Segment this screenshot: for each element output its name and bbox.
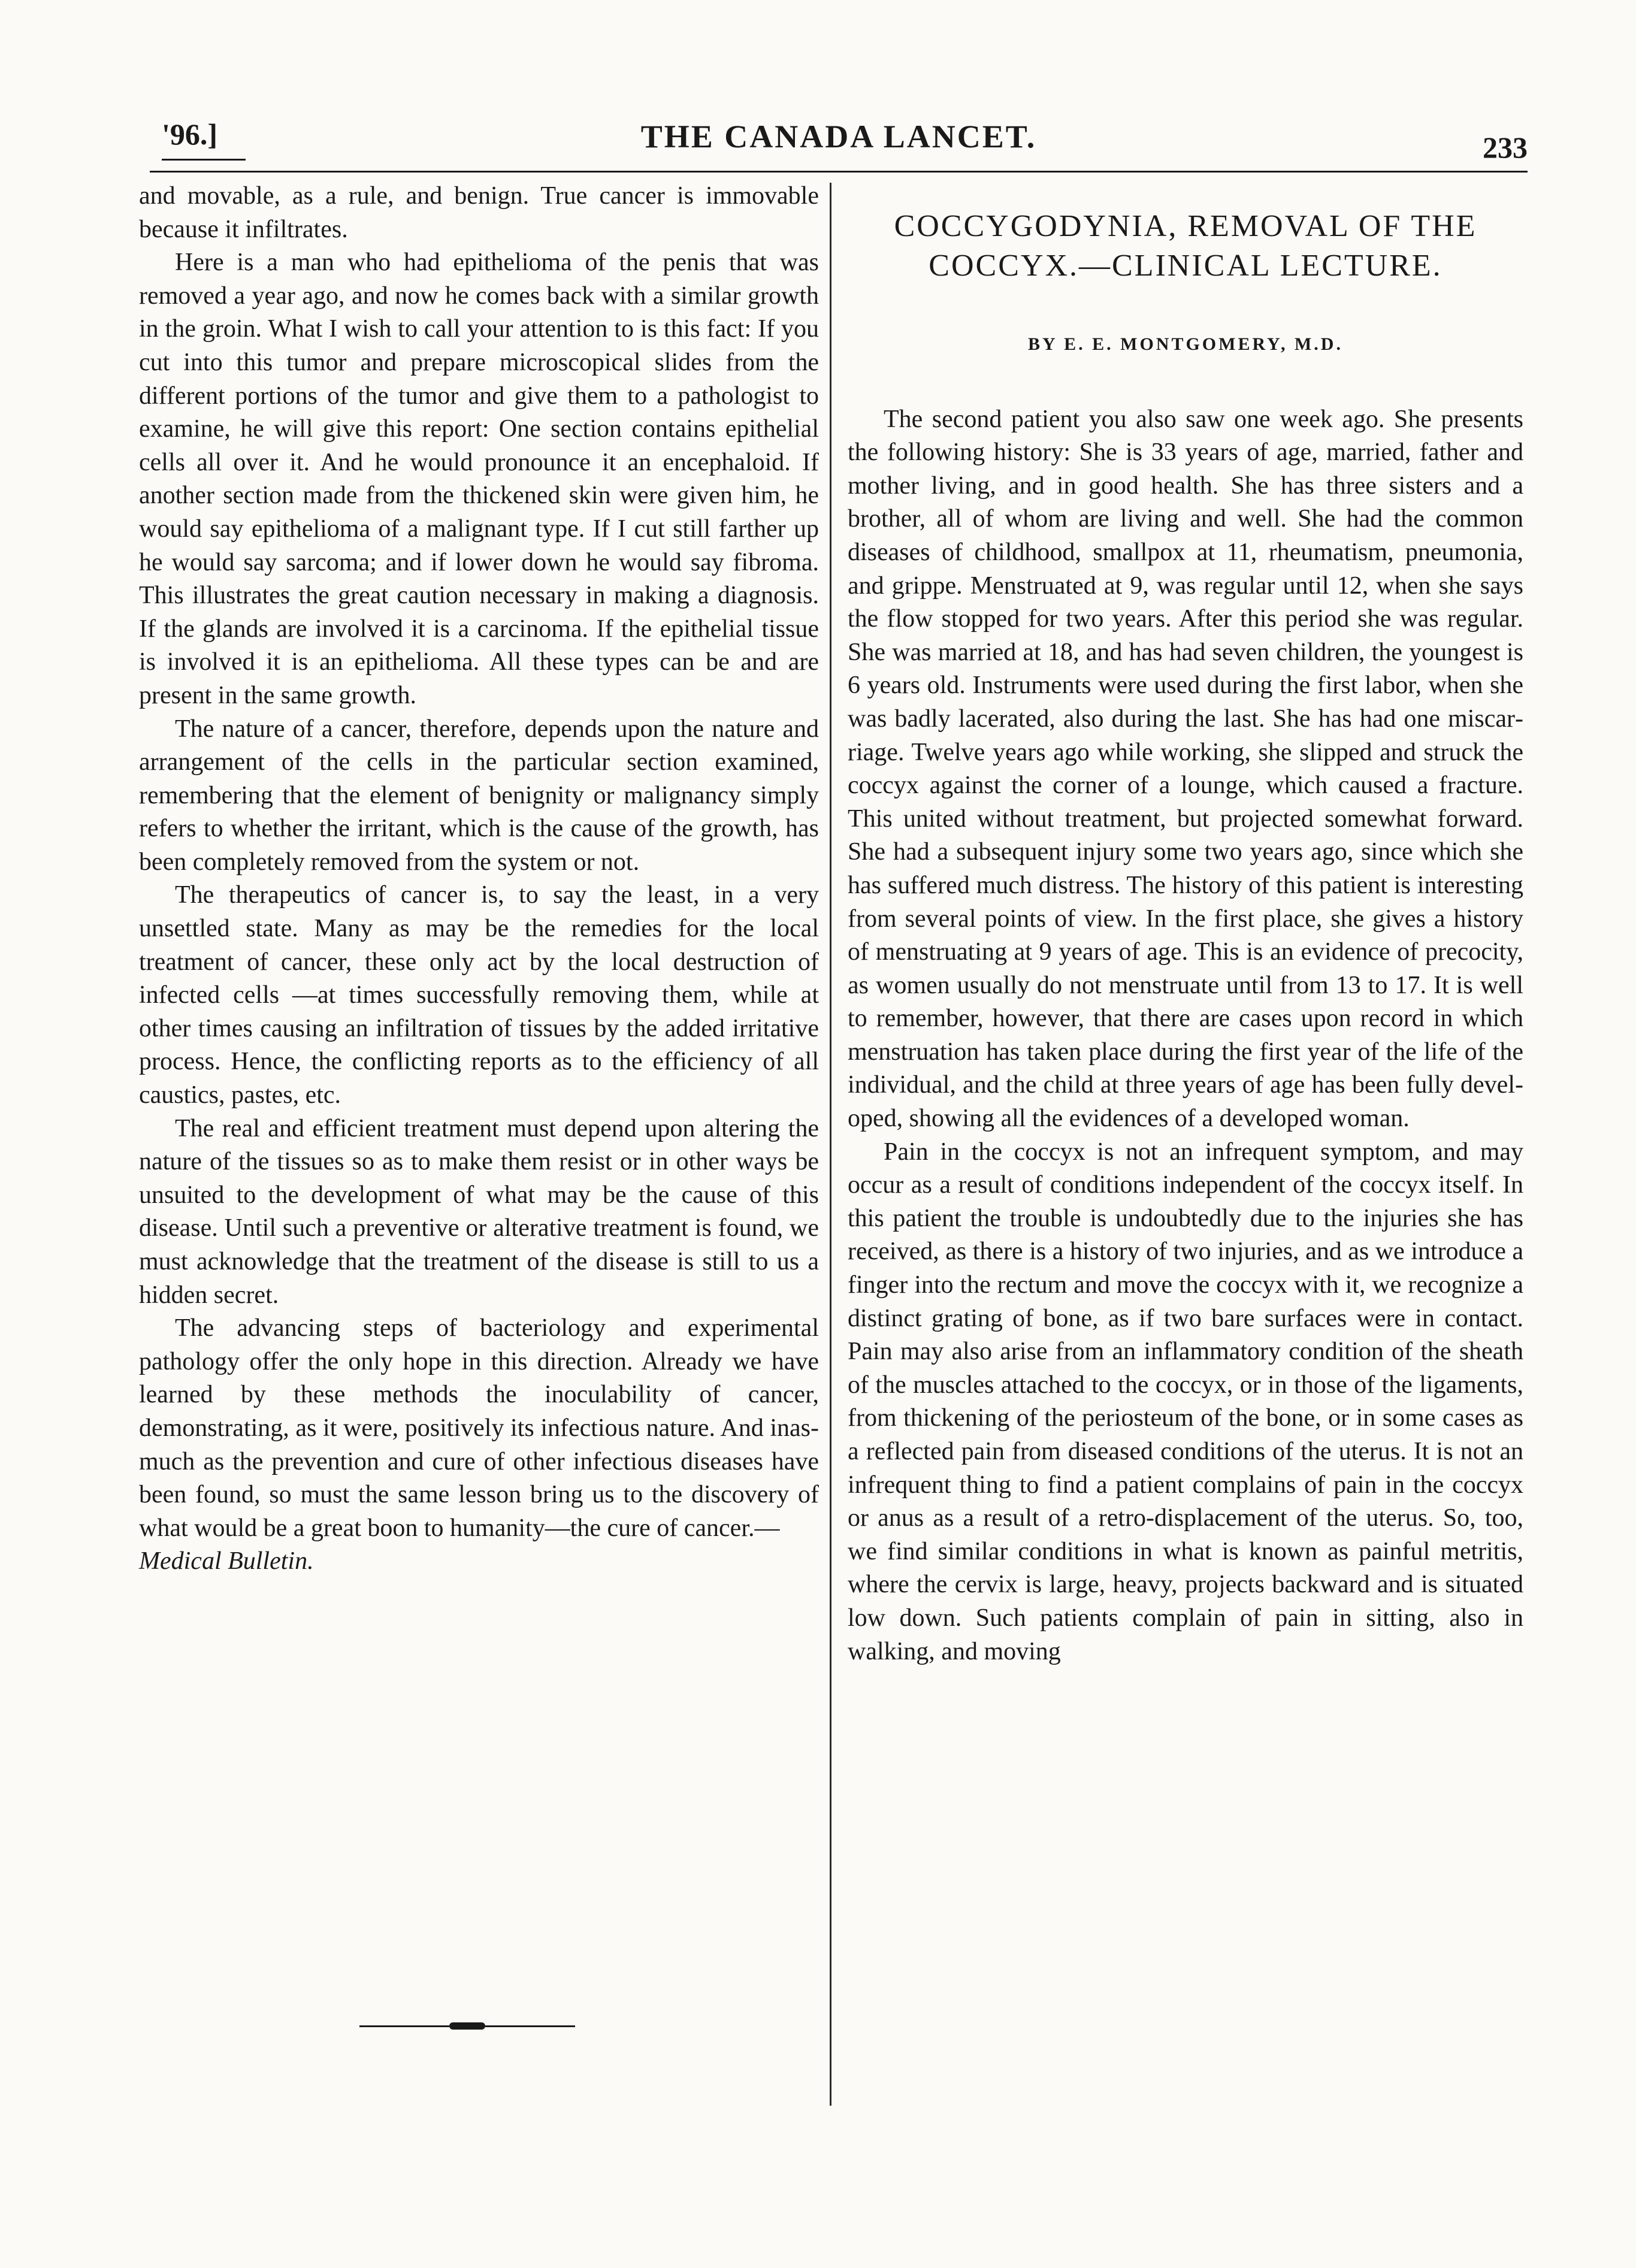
paragraph: The nature of a cancer, therefore, depends upon the nature and arrangement of the cells in the particular section examined, remembering that the element of benignity or malignancy simply refers to whether the irritant, which is the cause of the growth, has been completely removed from the system or not. (139, 715, 819, 876)
running-header (150, 111, 1528, 177)
paragraph: The therapeutics of cancer is, to say the least, in a very unsettled state. Many as may be the remedies for the local treatment of cancer, these only act by the local destruction of infected cells —at times successfully removing them, while at other times causing an infiltration of tissues by the added irritative process. Hence, the conflicting reports as to the efficiency of all caustics, pastes, etc. (139, 881, 819, 1109)
paragraph: The real and efficient treatment must depend upon altering the nature of the tissues so as to make them resist or in other ways be unsuited to the development of what may be the cause of this disease. Until such a preventive or alterative treatment is found, we must acknowledge that the treatment of the disease is still to us a hidden secret. (139, 1114, 819, 1309)
paragraph: Pain in the coccyx is not an infrequent symptom, and may occur as a result of conditions independent of the coccyx itself. In this patient the trouble is undoubtedly due to the injuries she has received, as there is a history of two injuries, and as we introduce a finger into the rectum and move the coccyx with it, we recognize a distinct grating of bone, as if two bare surfaces were in contact. Pain may also arise from an inflammatory condition of the sheath of the muscles attached to the coccyx, or in those of the ligaments, from thickening of the periosteum of the bone, or in some cases as a reflected pain from diseased conditions of the uterus. It is not an infrequent thing to find a patient complains of pain in the coccyx or anus as a result of a retro-displacement of the uterus. So, too, we find similar conditions in what is known as painful metritis, where the cervix is large, heavy, projects backward and is situated low down. Such patients complain of pain in sitting, also in walking, and moving (848, 1138, 1523, 1665)
volume-marker: '96.] (162, 117, 218, 151)
right-column (848, 180, 1523, 1668)
header-rule (150, 171, 1528, 173)
source-citation: Medical Bulletin. (139, 1547, 314, 1575)
column-divider (830, 183, 831, 2106)
paragraph: and movable, as a rule, and benign. True cancer is immovable because it infiltrates. (139, 182, 819, 243)
paragraph: The advancing steps of bacteriology and experimental pathology offer the only hope in this direction. Already we have learned by these methods the inoculability of cancer, demonstrating, as it were, positively its infectious nature. And inasmuch as the prevention and cure of other infectious diseases have been found, so must the same lesson bring us to the discovery of what would be a great boon to humanity—the cure of cancer.— (139, 1314, 819, 1542)
article-byline: BY E. E. MONTGOMERY, M.D. (1028, 334, 1343, 354)
journal-title: THE CANADA LANCET. (640, 119, 1037, 155)
header-underline-mark (162, 159, 246, 161)
section-end-ornament (359, 2019, 575, 2033)
paragraph: The second patient you also saw one week ago. She presents the following history: She is 33 years of age, married, father and mother living, and in good health. She has three sisters and a brother, all of whom are living and well. She had the common diseases of childhood, smallpox at 11, rheumatism, pneumonia, and grippe. Menstruated at 9, was regular until 12, when she says the flow stopped for two years. After this period she was regular. She was married at 18, and has had seven children, the youngest is 6 years old. Instruments were used during the first labor, when she was badly lacerated, also during the last. She has had one miscarriage. Twelve years ago while working, she slipped and struck the coccyx against the corner of a lounge, which caused a fracture. This united without treatment, but projected somewhat forward. She had a subsequent injury some two years ago, since which she has suffered much distress. The history of this patient is interesting from several points of view. In the first place, she gives a history of menstruating at 9 years of age. This is an evidence of precocity, as women usually do not menstruate until from 13 to 17. It is well to remember, however, that there are cases upon record in which menstruation has taken place during the first year of the life of the individual, and the child at three years of age has been fully developed, showing all the evidences of a developed woman. (848, 405, 1523, 1133)
page-number: 233 (1483, 131, 1528, 164)
article-title: COCCYGODYNIA, REMOVAL OF THE COCCYX.—CLINICAL LECTURE. (894, 209, 1477, 283)
paragraph: Here is a man who had epithelioma of the penis that was removed a year ago, and now he comes back with a similar growth in the groin. What I wish to call your attention to is this fact: If you cut into this tumor and prepare microscopical slides from the different portions of the tumor and give them to a pathologist to examine, he will give this report: One section contains epithelial cells all over it. And he would pronounce it an encephaloid. If another section made from the thickened skin were given him, he would say epithelioma of a malignant type. If I cut still farther up he would say sarcoma; and if lower down he would say fibroma. This illustrates the great caution necessary in making a diagnosis. If the glands are involved it is a carcinoma. If the epithelial tissue is involved it is an epithelioma. All these types can be and are present in the same growth. (139, 249, 819, 709)
left-column (139, 180, 819, 1578)
